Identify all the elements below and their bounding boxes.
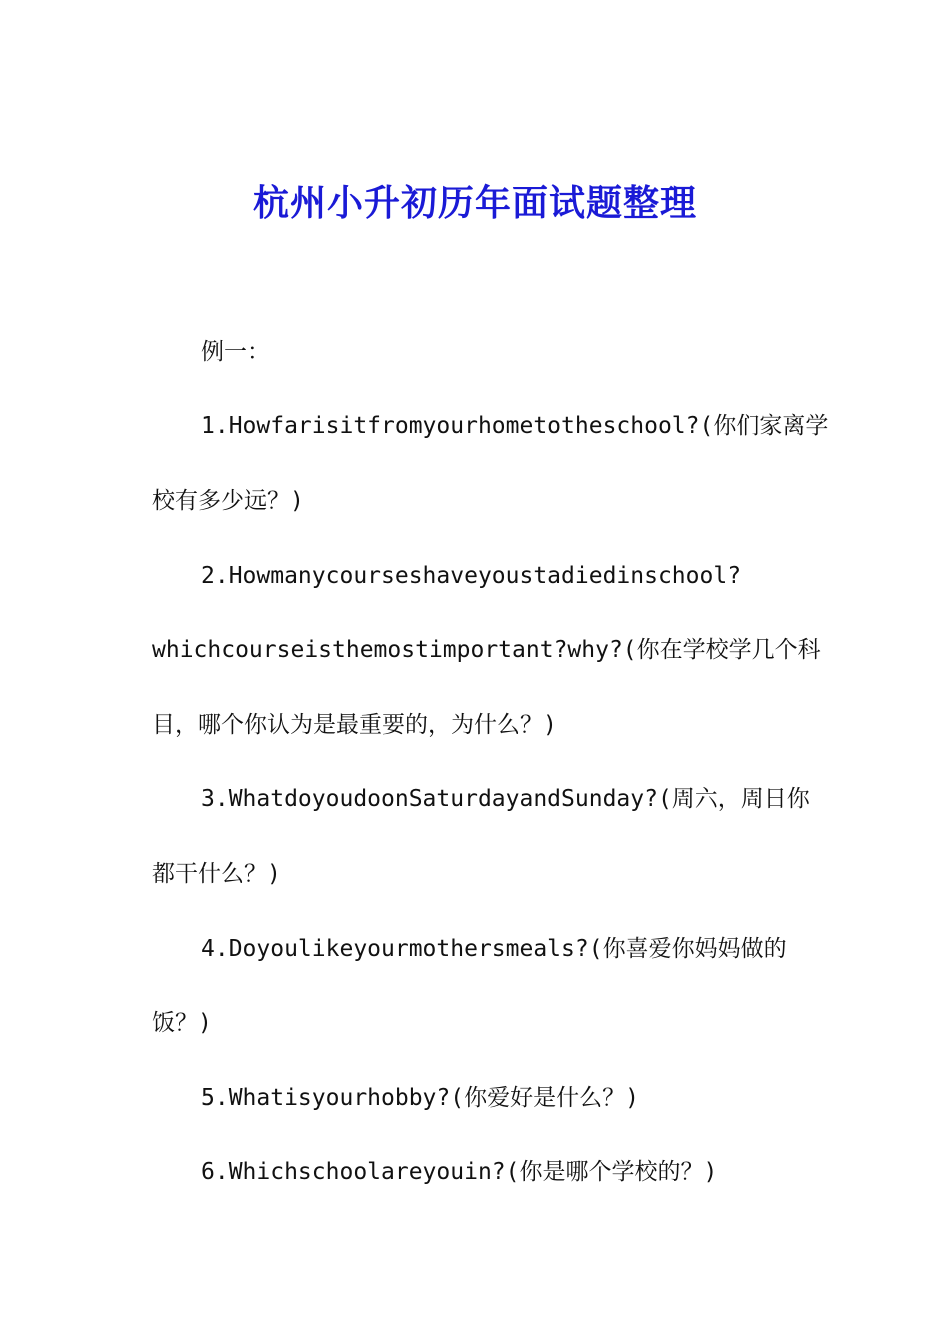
question-2-line-1: 2.Howmanycourseshaveyoustadiedinschool?: [201, 563, 742, 589]
question-6-line: 6.Whichschoolareyouin?(你是哪个学校的？): [201, 1159, 718, 1185]
document-title: 杭州小升初历年面试题整理: [252, 182, 697, 224]
question-1-line-2: 校有多少远？): [152, 488, 304, 514]
section-label: 例一：: [201, 339, 270, 365]
question-2-line-3: 目，哪个你认为是最重要的，为什么？): [152, 712, 557, 738]
question-5-line: 5.Whatisyourhobby?(你爱好是什么？): [201, 1085, 639, 1111]
question-2-line-2: whichcourseisthemostimportant?why?(你在学校学几个科: [152, 637, 821, 663]
question-3-line-1: 3.WhatdoyoudoonSaturdayandSunday?(周六，周日你: [201, 786, 810, 812]
question-3-line-2: 都干什么？): [152, 861, 281, 887]
question-4-line-1: 4.Doyoulikeyourmothersmeals?(你喜爱你妈妈做的: [201, 936, 787, 962]
question-4-line-2: 饭？): [152, 1010, 212, 1036]
question-1-line-1: 1.Howfarisitfromyourhometotheschool?(你们家离学: [201, 413, 829, 439]
